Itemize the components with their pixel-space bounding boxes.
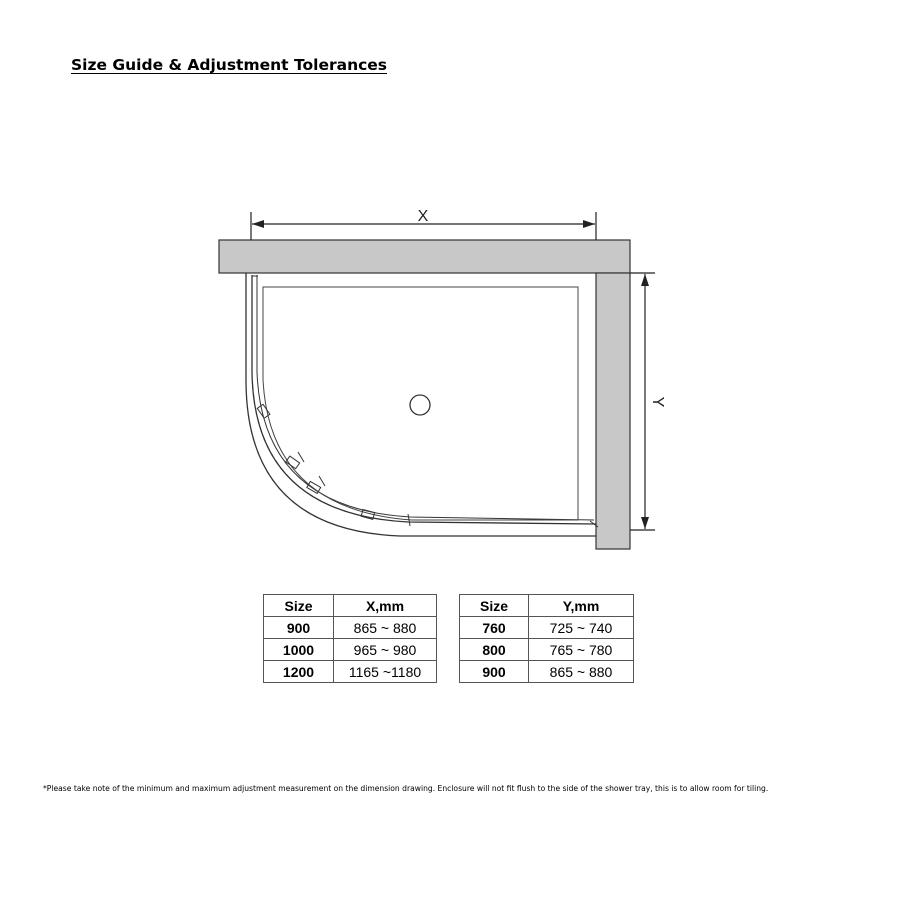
page-title: Size Guide & Adjustment Tolerances	[71, 56, 388, 74]
table-row	[460, 661, 634, 683]
range-cell: 725 ~ 740	[529, 617, 634, 639]
table-row	[264, 617, 437, 639]
x-dimension-label: X	[417, 208, 429, 225]
top-wall	[219, 240, 630, 273]
size-header: Size	[264, 595, 334, 617]
table-row	[460, 617, 634, 639]
size-cell: 1000	[264, 639, 334, 661]
range-cell: 865 ~ 880	[334, 617, 437, 639]
drain-waste	[410, 395, 430, 415]
range-cell: 1165 ~1180	[334, 661, 437, 683]
size-cell: 800	[460, 639, 529, 661]
range-cell: 865 ~ 880	[529, 661, 634, 683]
x-mm-header: X,mm	[334, 595, 437, 617]
size-cell: 1200	[264, 661, 334, 683]
range-cell: 765 ~ 780	[529, 639, 634, 661]
table-row	[264, 639, 437, 661]
y-dimension-label: Y	[649, 396, 666, 408]
range-cell: 965 ~ 980	[334, 639, 437, 661]
y-tolerance-table	[459, 594, 634, 683]
table-row	[460, 639, 634, 661]
size-cell: 900	[460, 661, 529, 683]
table-header-row	[460, 595, 634, 617]
table-row	[264, 661, 437, 683]
size-cell: 760	[460, 617, 529, 639]
table-header-row	[264, 595, 437, 617]
x-tolerance-table	[263, 594, 437, 683]
footnote: *Please take note of the minimum and maximum adjustment measurement on the dimension drawing. Enclosure will not fit flush to the side of the shower tray, this is to allow room for tiling.	[43, 784, 769, 793]
size-header: Size	[460, 595, 529, 617]
y-mm-header: Y,mm	[529, 595, 634, 617]
size-cell: 900	[264, 617, 334, 639]
right-wall	[596, 273, 630, 549]
